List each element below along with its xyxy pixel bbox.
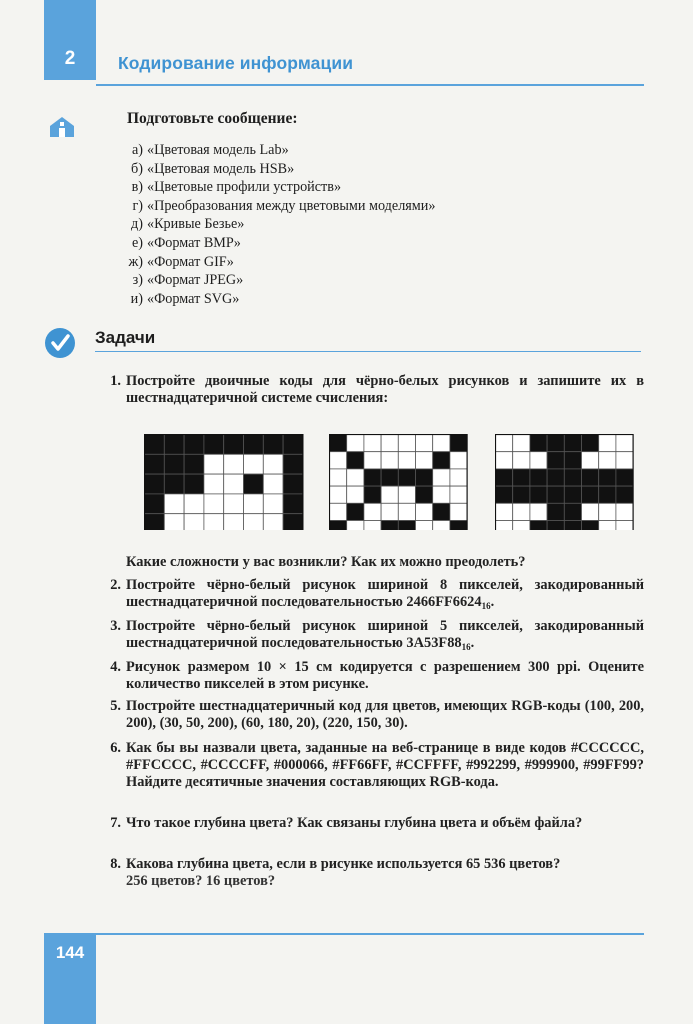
prepare-heading: Подготовьте сообщение: xyxy=(127,110,298,127)
pixel-cell xyxy=(547,435,564,452)
task-end: . xyxy=(470,635,475,651)
pixel-cell xyxy=(204,494,224,514)
pixel-cell xyxy=(224,454,244,474)
pixel-cell xyxy=(224,435,244,455)
chapter-number: 2 xyxy=(64,48,76,69)
task-number: 1. xyxy=(110,373,121,389)
pixel-cell xyxy=(530,486,547,503)
pixel-cell xyxy=(564,503,581,520)
pixel-cell xyxy=(381,521,398,531)
pixel-cell xyxy=(564,521,581,531)
pixel-cell xyxy=(398,486,415,503)
task-7 xyxy=(104,815,644,832)
pixel-cell xyxy=(364,469,381,486)
page-tab xyxy=(44,933,96,1024)
pixel-cell xyxy=(164,435,184,455)
topic-item xyxy=(111,197,435,216)
topic-marker: ж) xyxy=(128,253,143,270)
topic-text: «Цветовая модель HSB» xyxy=(147,160,295,177)
pixel-cell xyxy=(347,452,364,469)
pixel-cell xyxy=(145,435,165,455)
pixel-cell xyxy=(145,474,165,494)
pixel-cell xyxy=(496,521,513,531)
topic-text: «Формат BMP» xyxy=(147,234,241,251)
pixel-cell xyxy=(184,435,204,455)
pixel-cell xyxy=(364,486,381,503)
pixel-cell xyxy=(616,469,633,486)
topic-item xyxy=(111,160,435,179)
pixel-cell xyxy=(616,452,633,469)
topic-marker: и) xyxy=(130,290,143,307)
pixel-cell xyxy=(530,435,547,452)
topic-marker: г) xyxy=(132,197,143,214)
task-1 xyxy=(104,373,644,407)
pixel-cell xyxy=(330,503,347,520)
pixel-cell xyxy=(145,494,165,514)
pixel-cell xyxy=(496,503,513,520)
task-number: 3. xyxy=(110,618,121,634)
task-number: 8. xyxy=(110,856,121,872)
pixel-cell xyxy=(398,452,415,469)
pixel-cell xyxy=(547,469,564,486)
pixel-cell xyxy=(398,435,415,452)
pixel-cell xyxy=(496,469,513,486)
topic-marker: д) xyxy=(131,216,143,233)
pixel-cell xyxy=(599,469,616,486)
pixel-cell xyxy=(263,514,283,530)
task-end: . xyxy=(490,594,495,610)
pixel-cell xyxy=(564,469,581,486)
footer-rule xyxy=(96,933,644,935)
pixel-cell xyxy=(496,435,513,452)
pixel-cell xyxy=(204,514,224,530)
pixel-cell xyxy=(145,454,165,474)
topic-text: «Цветовые профили устройств» xyxy=(147,179,342,196)
pixel-figure-3 xyxy=(495,434,635,530)
topic-text: «Кривые Безье» xyxy=(147,216,245,233)
pixel-cell xyxy=(564,435,581,452)
task-3 xyxy=(104,618,644,652)
tasks-rule xyxy=(95,351,641,352)
pixel-cell xyxy=(364,521,381,531)
topic-text: «Формат JPEG» xyxy=(147,272,244,289)
pixel-cell xyxy=(582,521,599,531)
pixel-cell xyxy=(450,452,467,469)
topic-text: «Преобразования между цветовыми моделями» xyxy=(147,197,436,214)
chapter-tab xyxy=(44,0,96,80)
pixel-cell xyxy=(450,435,467,452)
pixel-cell xyxy=(330,435,347,452)
pixel-cell xyxy=(364,435,381,452)
pixel-cell xyxy=(263,435,283,455)
pixel-cell xyxy=(204,435,224,455)
header-rule xyxy=(96,84,644,86)
pixel-cell xyxy=(513,435,530,452)
pixel-cell xyxy=(416,469,433,486)
pixel-cell xyxy=(283,494,303,514)
topic-marker: б) xyxy=(131,160,143,177)
pixel-cell xyxy=(244,474,264,494)
pixel-cell xyxy=(283,474,303,494)
pixel-cell xyxy=(330,521,347,531)
task-number: 4. xyxy=(110,659,121,675)
pixel-cell xyxy=(330,469,347,486)
pixel-cell xyxy=(244,454,264,474)
pixel-cell xyxy=(347,521,364,531)
task-number: 5. xyxy=(110,698,121,714)
pixel-cell xyxy=(347,486,364,503)
topic-item xyxy=(111,290,435,309)
pixel-cell xyxy=(450,469,467,486)
task-4 xyxy=(104,659,644,693)
pixel-cell xyxy=(283,514,303,530)
topic-item xyxy=(111,141,435,160)
topic-text: «Формат SVG» xyxy=(147,290,240,307)
pixel-cell xyxy=(616,503,633,520)
topic-marker: з) xyxy=(132,272,143,289)
pixel-cell xyxy=(616,521,633,531)
topic-list xyxy=(111,141,435,308)
task-5 xyxy=(104,698,644,732)
topic-item xyxy=(111,215,435,234)
pixel-cell xyxy=(398,503,415,520)
pixel-cell xyxy=(364,503,381,520)
pixel-cell xyxy=(164,494,184,514)
task-text: Постройте шестнадцатеричный код для цветов, имеющих RGB-коды (100, 200, 200), (30, 50, 200), (60, 180, 20), (220, 150, 30). xyxy=(126,698,644,731)
pixel-cell xyxy=(263,474,283,494)
task-6 xyxy=(104,740,644,791)
pixel-cell xyxy=(347,435,364,452)
pixel-figure-2 xyxy=(329,434,469,530)
task-text: Какова глубина цвета, если в рисунке используется 65 536 цветов? xyxy=(126,856,561,872)
pixel-cell xyxy=(184,494,204,514)
task-2 xyxy=(104,577,644,611)
pixel-cell xyxy=(416,452,433,469)
pixel-cell xyxy=(347,469,364,486)
pixel-cell xyxy=(433,452,450,469)
pixel-cell xyxy=(164,474,184,494)
pixel-cell xyxy=(381,503,398,520)
pixel-cell xyxy=(164,514,184,530)
tasks-heading: Задачи xyxy=(95,328,156,347)
topic-text: «Формат GIF» xyxy=(147,253,234,270)
pixel-cell xyxy=(547,503,564,520)
pixel-cell xyxy=(547,452,564,469)
pixel-cell xyxy=(513,503,530,520)
page-number: 144 xyxy=(55,943,85,962)
pixel-cell xyxy=(450,503,467,520)
task-text: Постройте чёрно-белый рисунок шириной 5 пикселей, закодированный шестнадцатеричной последовательностью 3A53F88 xyxy=(126,618,644,651)
pixel-cell xyxy=(564,486,581,503)
pixel-cell xyxy=(433,486,450,503)
pixel-cell xyxy=(450,521,467,531)
pixel-cell xyxy=(530,521,547,531)
pixel-cell xyxy=(599,521,616,531)
pixel-cell xyxy=(263,494,283,514)
pixel-cell xyxy=(381,486,398,503)
pixel-cell xyxy=(530,469,547,486)
pixel-cell xyxy=(398,521,415,531)
task-number: 2. xyxy=(110,577,121,593)
pixel-cell xyxy=(513,452,530,469)
topic-item xyxy=(111,178,435,197)
pixel-cell xyxy=(283,454,303,474)
topic-item xyxy=(111,253,435,272)
pixel-cell xyxy=(547,486,564,503)
base-subscript: 16 xyxy=(461,642,471,652)
pixel-cell xyxy=(263,454,283,474)
pixel-cell xyxy=(599,452,616,469)
pixel-cell xyxy=(204,454,224,474)
task-number: 6. xyxy=(110,740,121,756)
pixel-cell xyxy=(416,503,433,520)
pixel-cell xyxy=(530,503,547,520)
pixel-cell xyxy=(433,469,450,486)
pixel-cell xyxy=(184,514,204,530)
pixel-cell xyxy=(381,435,398,452)
pixel-cell xyxy=(244,494,264,514)
pixel-cell xyxy=(599,503,616,520)
pixel-cell xyxy=(381,469,398,486)
pixel-cell xyxy=(496,452,513,469)
pixel-cell xyxy=(433,503,450,520)
task-text: Постройте чёрно-белый рисунок шириной 8 пикселей, закодированный шестнадцатеричной последовательностью 2466FF6624 xyxy=(126,577,644,610)
pixel-cell xyxy=(224,514,244,530)
pixel-cell xyxy=(347,503,364,520)
home-icon xyxy=(49,116,75,138)
pixel-cell xyxy=(184,474,204,494)
pixel-cell xyxy=(145,514,165,530)
pixel-cell xyxy=(381,452,398,469)
pixel-cell xyxy=(582,503,599,520)
task-text: Как бы вы назвали цвета, заданные на веб-странице в виде кодов #CCCCCC, #FFCCCC, #CCCCFF, #000066, #FF66FF, #CCFFFF, #992299, #999900, #99FF99? Найдите десятичные значения составляющих RGB-кода. xyxy=(126,740,644,790)
task-number: 7. xyxy=(110,815,121,831)
topic-item xyxy=(111,234,435,253)
pixel-cell xyxy=(582,486,599,503)
pixel-cell xyxy=(564,452,581,469)
pixel-cell xyxy=(547,521,564,531)
pixel-cell xyxy=(244,435,264,455)
pixel-cell xyxy=(283,435,303,455)
pixel-cell xyxy=(582,435,599,452)
pixel-cell xyxy=(224,474,244,494)
pixel-cell xyxy=(364,452,381,469)
topic-item xyxy=(111,271,435,290)
pixel-cell xyxy=(599,435,616,452)
task-text: Что такое глубина цвета? Как связаны глубина цвета и объём файла? xyxy=(126,815,583,831)
pixel-cell xyxy=(330,452,347,469)
check-icon xyxy=(44,327,76,359)
pixel-cell xyxy=(416,521,433,531)
pixel-cell xyxy=(164,454,184,474)
topic-marker: а) xyxy=(131,142,143,158)
pixel-cell xyxy=(513,469,530,486)
pixel-cell xyxy=(398,469,415,486)
topic-marker: е) xyxy=(131,234,143,251)
pixel-cell xyxy=(582,469,599,486)
topic-marker: в) xyxy=(131,179,143,196)
pixel-cell xyxy=(616,435,633,452)
chapter-title: Кодирование информации xyxy=(118,53,354,73)
pixel-cell xyxy=(582,452,599,469)
pixel-cell xyxy=(450,486,467,503)
pixel-cell xyxy=(244,514,264,530)
pixel-cell xyxy=(416,435,433,452)
task-text: Постройте двоичные коды для чёрно-белых рисунков и запишите их в шестнадцатеричной системе счисления: xyxy=(126,373,644,406)
pixel-cell xyxy=(433,521,450,531)
pixel-cell xyxy=(599,486,616,503)
task-8 xyxy=(104,856,644,890)
pixel-cell xyxy=(204,474,224,494)
pixel-cell xyxy=(616,486,633,503)
pixel-cell xyxy=(513,521,530,531)
pixel-cell xyxy=(513,486,530,503)
pixel-figure-1 xyxy=(144,434,304,530)
pixel-cell xyxy=(433,435,450,452)
pixel-cell xyxy=(416,486,433,503)
pixel-cell xyxy=(224,494,244,514)
topic-text: «Цветовая модель Lab» xyxy=(147,142,289,158)
base-subscript: 16 xyxy=(481,601,491,611)
pixel-cell xyxy=(530,452,547,469)
task-text-continued: 256 цветов? 16 цветов? xyxy=(126,873,276,889)
pixel-cell xyxy=(330,486,347,503)
pixel-cell xyxy=(496,486,513,503)
pixel-cell xyxy=(184,454,204,474)
task-text: Рисунок размером 10 × 15 см кодируется с разрешением 300 ppi. Оцените количество пикселей в этом рисунке. xyxy=(126,659,644,692)
task-1-followup: Какие сложности у вас возникли? Как их можно преодолеть? xyxy=(126,554,526,570)
